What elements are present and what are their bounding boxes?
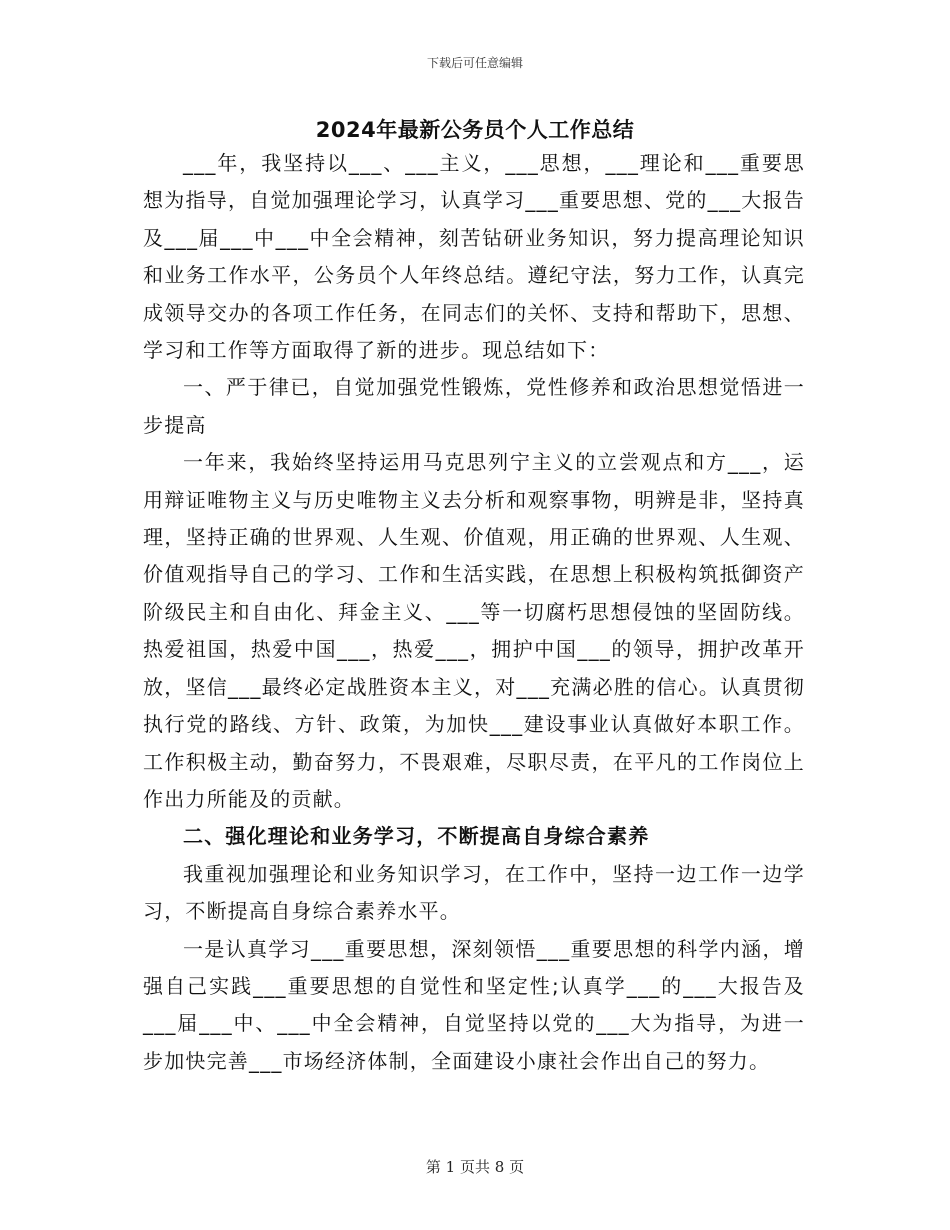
page-footer: 第 1 页共 8 页 bbox=[425, 1158, 525, 1176]
document-title: 2024年最新公务员个人工作总结 bbox=[315, 118, 635, 142]
header-note: 下载后可任意编辑 bbox=[426, 56, 523, 70]
paragraph-section-2-intro: 我重视加强理论和业务知识学习，在工作中，坚持一边工作一边学习，不断提高自身综合素养水平。 bbox=[143, 861, 805, 924]
section-heading-2: 二、强化理论和业务学习，不断提高自身综合素养 bbox=[183, 824, 650, 849]
paragraph-section-1: 一年来，我始终坚持运用马克思列宁主义的立尝观点和方___，运用辩证唯物主义与历史唯物主义去分析和观察事物，明辨是非，坚持真理，坚持正确的世界观、人生观、价值观，用正确的世界观、人生观、价值观指导自己的学习、工作和生活实践，在思想上积极构筑抵御资产阶级民主和自由化、拜金主义、___等一切腐朽思想侵蚀的坚固防线。热爱祖国，热爱中国___，热爱___，拥护中国___的领导，拥护改革开放，坚信___最终必定战胜资本主义，对___充满必胜的信心。认真贯彻执行党的路线、方针、政策，为加快___建设事业认真做好本职工作。工作积极主动，勤奋努力，不畏艰难，尽职尽责，在平凡的工作岗位上作出力所能及的贡献。 bbox=[143, 450, 805, 811]
paragraph-section-2-item-1: 一是认真学习___重要思想，深刻领悟___重要思想的科学内涵，增强自己实践___重要思想的自觉性和坚定性;认真学___的___大报告及___届___中、___中全会精神，自觉坚持以党的___大为指导，为进一步加快完善___市场经济体制，全面建设小康社会作出自己的努力。 bbox=[143, 936, 805, 1073]
paragraph-intro: ___年，我坚持以___、___主义，___思想，___理论和___重要思想为指导，自觉加强理论学习，认真学习___重要思想、党的___大报告及___届___中___中全会精神，刻苦钻研业务知识，努力提高理论知识和业务工作水平，公务员个人年终总结。遵纪守法，努力工作，认真完成领导交办的各项工作任务，在同志们的关怀、支持和帮助下，思想、学习和工作等方面取得了新的进步。现总结如下： bbox=[143, 151, 805, 363]
document-body bbox=[143, 145, 805, 1080]
section-heading-1: 一、严于律已，自觉加强党性锻炼，党性修养和政治思想觉悟进一步提高 bbox=[143, 375, 805, 437]
